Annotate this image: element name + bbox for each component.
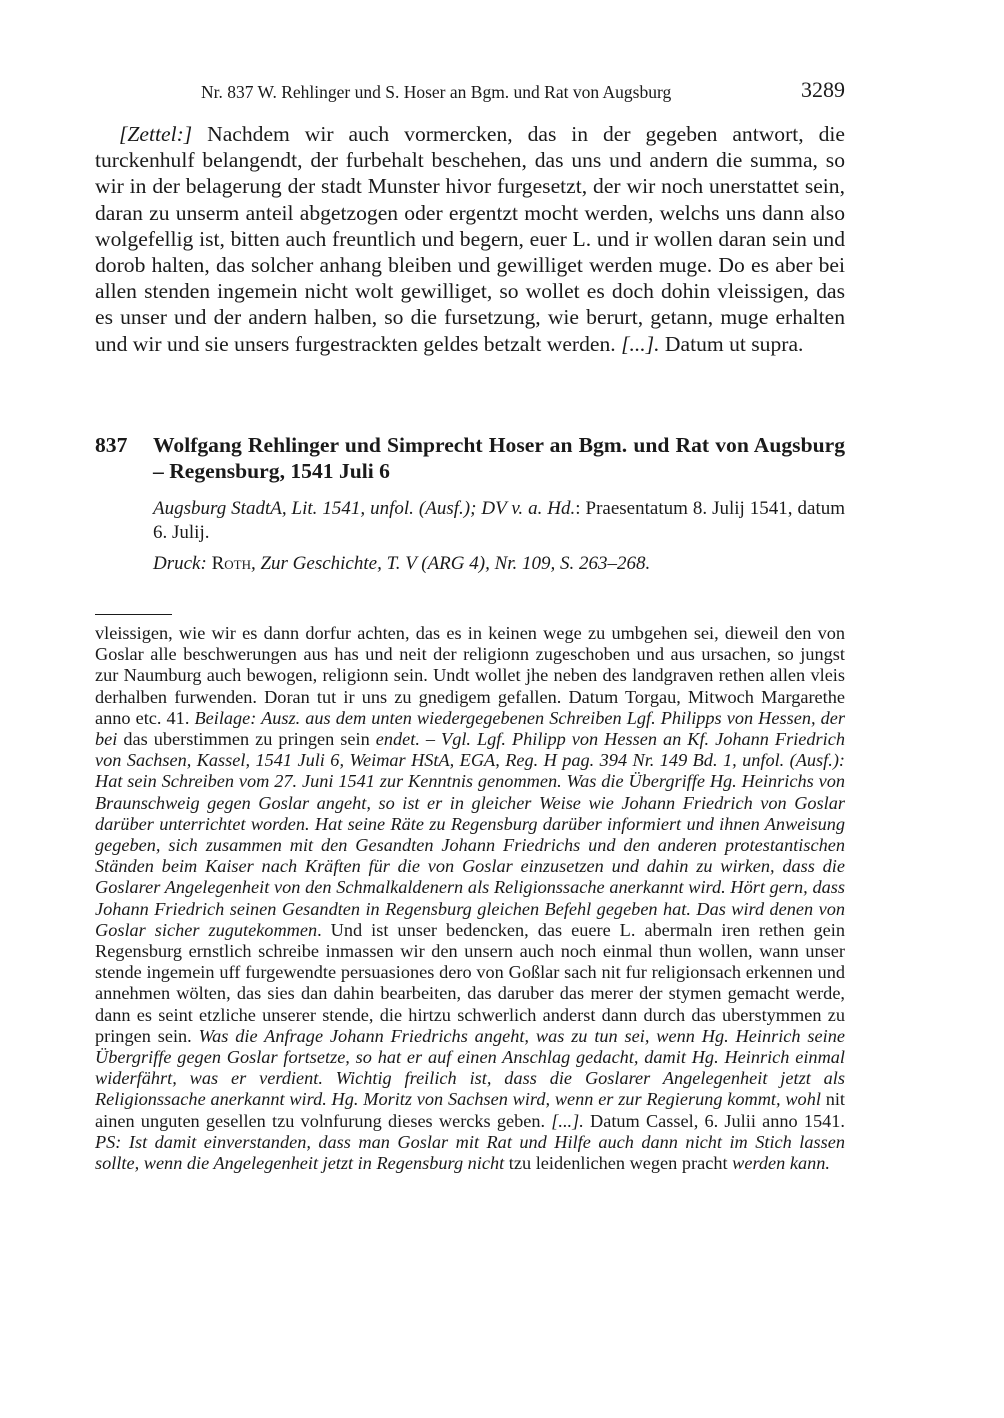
footnote-seg-10: PS: Ist damit einverstanden, dass man Goslar mit Rat und Hilfe auch dann nicht im Stich lassen sollte, wenn die Angelegenheit jetzt in Regensburg nicht	[95, 1131, 845, 1174]
footnote-seg-11: tzu leidenlichen wegen pracht	[504, 1153, 733, 1174]
source-detail: : Praesentatum 8. Julij 1541, datum 6. Julij.	[153, 498, 845, 543]
editorial-ellipsis: [...].	[621, 331, 660, 356]
document-entry	[95, 432, 845, 576]
document-title: Wolfgang Rehlinger und Simprecht Hoser an Bgm. und Rat von Augsburg – Regensburg, 1541 Juli 6	[153, 433, 845, 483]
footnote-seg-03: das uberstimmen zu pringen sein	[117, 729, 376, 750]
footnote-seg-05: . Und ist unser bedencken, das euere L. abermaln iren rethen gein Regensburg ernstlich schreibe inmassen wir den unsern auch noch einmal thun wollen, wann unser stende ingemein uff furgewendte persuasiones dero von Goßlar sach nit fur religionsach erkennen und annehmen wölten, das sies dan dahin bearbeiten, das daruber das merer der stymen gemacht werde, dann es seint etzliche unserer stende, die hirtzu schwerlich anderst dann durch das uberstymmen zu pringen sein.	[95, 919, 845, 1046]
footnote-seg-01: vleissigen, wie wir es dann dorfur achten, das es in keinen wege zu umbgehen sei, dieweil den von Goslar alle beschwerungen aus has und neit der religionn zugeschoben und aus ursachen, so jungst zur Naumburg auch bewogen, religionn sein. Undt wollet jhe neben des landgraven rethen allen vleis derhalben furwenden. Doran tut ir uns zu gnedigem gefallen. Datum Torgau, Mitwoch Margarethe anno etc. 41.	[95, 623, 845, 728]
zettel-label: [Zettel:]	[119, 122, 193, 146]
footnote-separator	[95, 614, 172, 615]
main-paragraph	[95, 121, 845, 357]
print-label: Druck:	[153, 553, 207, 574]
main-text-part-2: Datum ut supra.	[659, 331, 804, 356]
footnote-seg-04: endet. – Vgl. Lgf. Philipp von Hessen an Kf. Johann Friedrich von Sachsen, Kassel, 1541 Juli 6, Weimar HStA, EGA, Reg. H pag. 394 Nr. 149 Bd. 1, unfol. (Ausf.): Hat sein Schreiben vom 27. Juni 1541 zur Kenntnis genommen. Was die Übergriffe Hg. Heinrichs von Braunschweig gegen Goslar angeht, so ist er in gleicher Weise wie Johann Friedrich von Goslar darüber unterrichtet worden. Hat seine Räte zu Regensburg darüber informiert und ihnen Anweisung gegeben, sich zusammen mit den Gesandten Johann Friedrichs und den anderen protestantischen Ständen beim Kaiser nach Kräften für die von Goslar einzusetzen und dahin zu wirken, dass die Goslarer Angelegenheit von den Schmalkaldenern als Religionssache anerkannt wird. Hört gern, dass Johann Friedrich seinen Gesandten in Regensburg gleichen Befehl gegeben hat. Das wird denen von Goslar sicher zugutekommen	[95, 729, 845, 940]
print-note	[153, 552, 845, 576]
main-text-part-1: Nachdem wir auch vormercken, das in der gegeben antwort, die turckenhulf belangendt, der furbehalt beschehen, das uns und andern die summa, so wir in der belagerung der stadt Munster hivor furgesetzt, der wir noch unerstattet sein, daran zu unserm anteil abgetzogen oder ergentzt mocht werden, welchs uns dann also wolgefellig ist, bitten auch freuntlich und begern, euer L. und ir wollen daran sein und dorob halten, das solcher anhang bleiben und gewilliget werden muge. Do es aber bei allen stenden ingemein nicht wolt gewilliget, so wollet es doch dohin vleissigen, das es unser und der andern halben, so die fursetzung, wie berurt, getann, muge erhalten und wir und sie unsers furgestrackten geldes betzalt werden.	[95, 122, 845, 356]
footnote-seg-09: Datum Cassel, 6. Julii anno 1541.	[583, 1110, 845, 1131]
footnote-seg-12: werden kann.	[732, 1153, 830, 1174]
source-note	[153, 497, 845, 545]
print-reference: , Zur Geschichte, T. V (ARG 4), Nr. 109, S. 263–268.	[250, 553, 651, 574]
source-archive: Augsburg StadtA, Lit. 1541, unfol. (Ausf.); DV v. a. Hd.	[153, 498, 576, 519]
print-author: Roth	[211, 553, 251, 574]
footnote-seg-08: [...].	[551, 1110, 584, 1131]
footnote-seg-07: nit ainen unguten gesellen tzu volnfurung dieses wercks geben.	[95, 1089, 845, 1131]
footnote-seg-06: Was die Anfrage Johann Friedrichs angeht, was zu tun sei, wenn Hg. Heinrich seine Übergriffe gegen Goslar fortsetze, so hat er auf einen Anschlag gedacht, damit Hg. Heinrich einmal widerfährt, was er verdient. Wichtig freilich ist, dass die Goslarer Angelegenheit jetzt als Religionssache anerkannt wird. Hg. Moritz von Sachsen wird, wenn er zur Regierung kommt, wohl	[95, 1025, 845, 1110]
page-number: 3289	[801, 77, 845, 102]
page-header	[95, 77, 845, 106]
document-number: 837	[95, 433, 128, 457]
footnote	[95, 623, 845, 1174]
running-title: Nr. 837 W. Rehlinger und S. Hoser an Bgm. und Rat von Augsburg	[201, 82, 672, 102]
footnote-seg-02: Beilage: Ausz. aus dem unten wiedergegebenen Schreiben Lgf. Philipps von Hessen, der bei	[95, 707, 845, 750]
